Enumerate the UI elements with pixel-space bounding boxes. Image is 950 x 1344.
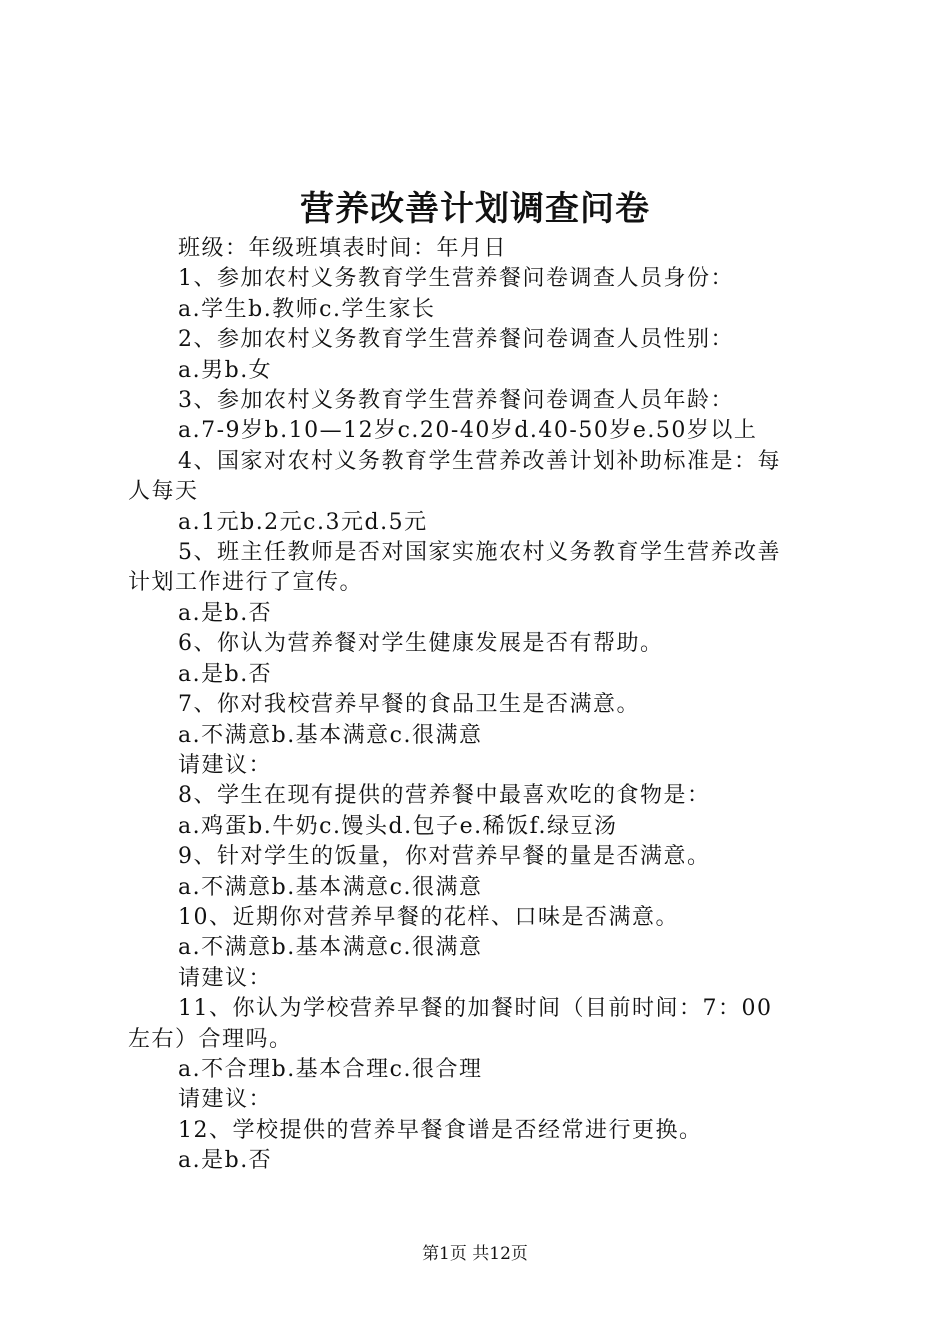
text-line: a.是b.否: [178, 661, 273, 687]
text-line: 4、国家对农村义务教育学生营养改善计划补助标准是：每: [178, 448, 781, 474]
text-line: 计划工作进行了宣传。: [128, 570, 364, 596]
text-line: 2、参加农村义务教育学生营养餐问卷调查人员性别：: [178, 327, 734, 353]
text-line: 9、针对学生的饭量，你对营养早餐的量是否满意。: [178, 844, 711, 870]
text-line: a.是b.否: [178, 1148, 273, 1174]
document-body: [128, 234, 836, 1177]
text-line: a.1元b.2元c.3元d.5元: [178, 509, 428, 535]
text-line: a.鸡蛋b.牛奶c.馒头d.包子e.稀饭f.绿豆汤: [178, 813, 618, 839]
text-line: a.7-9岁b.10—12岁c.20-40岁d.40-50岁e.50岁以上: [178, 418, 758, 444]
text-line: a.不满意b.基本满意c.很满意: [178, 722, 483, 748]
text-line: 班级：年级班填表时间：年月日: [178, 236, 508, 261]
text-line: 请建议：: [178, 752, 273, 778]
text-line: a.男b.女: [178, 357, 273, 383]
page-footer: 第1页 共12页: [422, 1244, 528, 1264]
text-line: 人每天: [128, 479, 199, 505]
text-line: 3、参加农村义务教育学生营养餐问卷调查人员年龄：: [178, 388, 734, 414]
text-line: a.不满意b.基本满意c.很满意: [178, 935, 483, 961]
text-line: a.不合理b.基本合理c.很合理: [178, 1056, 483, 1082]
text-line: 12、学校提供的营养早餐食谱是否经常进行更换。: [178, 1117, 703, 1143]
text-line: 11、你认为学校营养早餐的加餐时间（目前时间：7：00: [178, 996, 773, 1022]
text-line: 请建议：: [178, 1087, 273, 1113]
text-line: 8、学生在现有提供的营养餐中最喜欢吃的食物是：: [178, 783, 711, 809]
text-line: a.是b.否: [178, 600, 273, 626]
text-line: 左右）合理吗。: [128, 1026, 293, 1052]
text-line: 6、你认为营养餐对学生健康发展是否有帮助。: [178, 631, 664, 657]
text-line: 请建议：: [178, 965, 273, 991]
text-line: a.学生b.教师c.学生家长: [178, 296, 436, 322]
text-line: 5、班主任教师是否对国家实施农村义务教育学生营养改善: [178, 540, 781, 566]
text-line: 10、近期你对营养早餐的花样、口味是否满意。: [178, 904, 679, 930]
document-title: 营养改善计划调查问卷: [300, 189, 650, 229]
text-line: 1、参加农村义务教育学生营养餐问卷调查人员身份：: [178, 266, 734, 292]
text-line: 7、你对我校营养早餐的食品卫生是否满意。: [178, 692, 640, 718]
text-line: a.不满意b.基本满意c.很满意: [178, 874, 483, 900]
